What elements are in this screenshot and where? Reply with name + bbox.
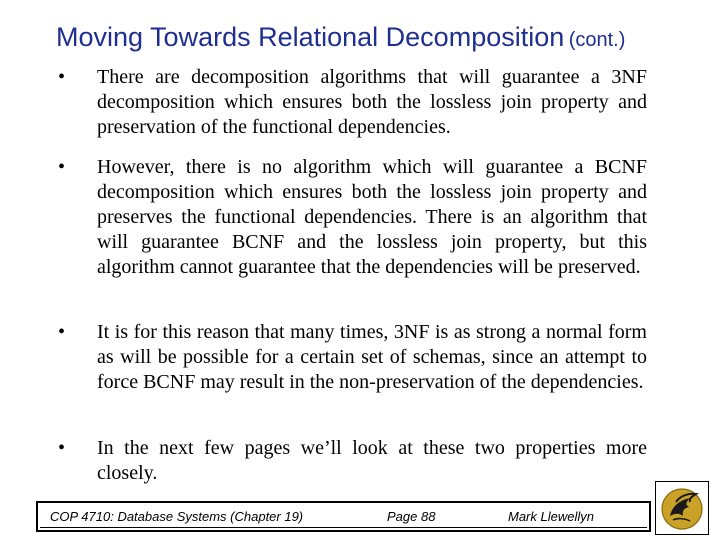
bullet-text: There are decomposition algorithms that will guarantee a 3NF decomposition which ensures both the lossless join property and preservation of the functional dependencies. — [97, 66, 647, 138]
logo — [655, 481, 709, 535]
bullet-marker: • — [58, 66, 66, 88]
bullet-marker: • — [58, 156, 66, 178]
bullet-text: However, there is no algorithm which will guarantee a BCNF decomposition which ensures both the lossless join property and preserves the functional dependencies. There is an algorithm that will guarantee BCNF and the lossless join property, but this algorithm cannot guarantee that the dependencies will be preserved. — [97, 156, 647, 278]
bullet-text: In the next few pages we’ll look at these two properties more closely. — [97, 437, 647, 484]
bullet-text: It is for this reason that many times, 3NF is as strong a normal form as will be possible for a certain set of schemas, since an attempt to force BCNF may result in the non-preservation of the dependencies. — [97, 321, 647, 393]
bullet-marker: • — [58, 321, 66, 343]
pegasus-logo-icon — [656, 482, 708, 534]
footer-author: Mark Llewellyn — [508, 509, 594, 524]
slide-title-suffix: (cont.) — [568, 29, 626, 51]
footer-course: COP 4710: Database Systems (Chapter 19) — [50, 509, 304, 524]
slide-title-main: Moving Towards Relational Decomposition — [56, 22, 565, 52]
slide-title — [56, 22, 696, 53]
bullet-marker: • — [58, 437, 66, 459]
footer-bar — [36, 501, 651, 532]
footer-page-number: Page 88 — [387, 509, 436, 524]
